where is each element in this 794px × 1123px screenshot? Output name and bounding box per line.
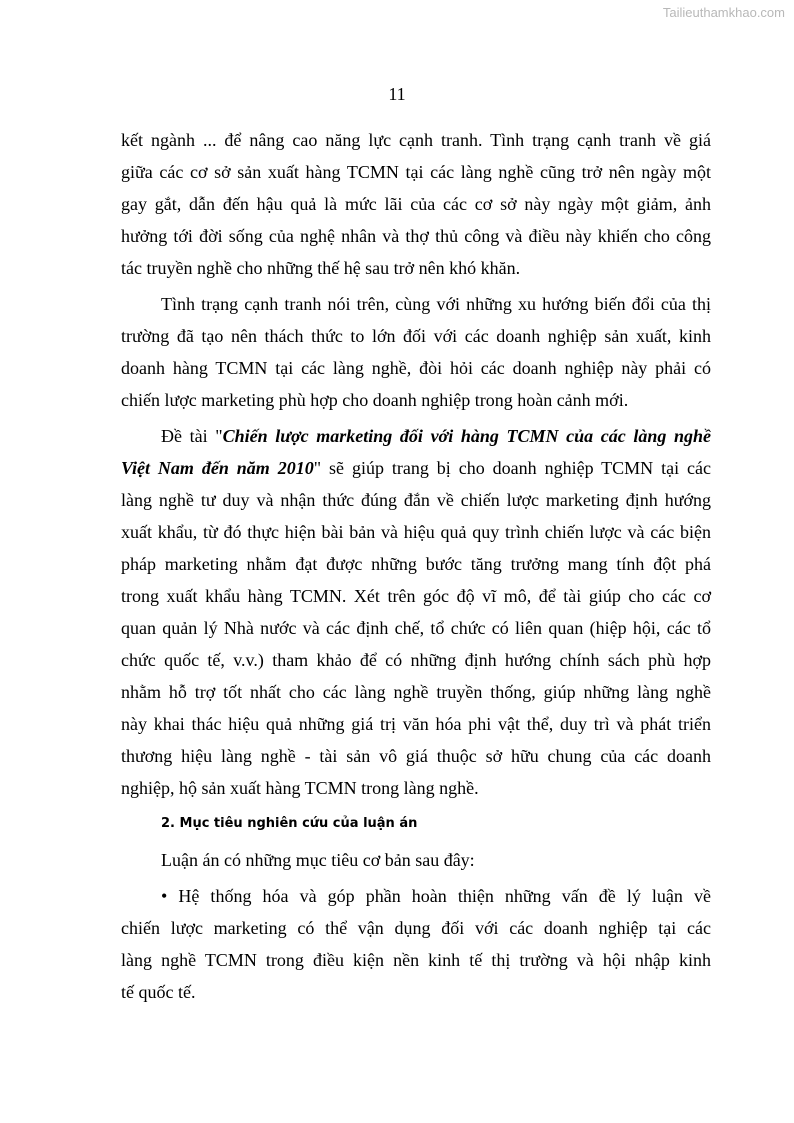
- text-line: giữa các cơ sở sản xuất hàng TCMN tại các làng nghề cũng trở nên ngày một: [121, 162, 711, 182]
- text-line: tế quốc tế.: [121, 982, 196, 1002]
- text-line: chức quốc tế, v.v.) tham khảo để có những định hướng chính sách phù hợp: [121, 650, 711, 670]
- text-line: quan quản lý Nhà nước và các định chế, tổ chức có liên quan (hiệp hội, các tổ: [121, 618, 711, 638]
- text-line: [121, 420, 711, 452]
- text-line: [121, 452, 711, 484]
- text-line: • Hệ thống hóa và góp phần hoàn thiện những vấn đề lý luận về: [161, 886, 711, 906]
- text-run: " sẽ giúp trang bị cho doanh nghiệp TCMN tại các: [313, 458, 712, 478]
- thesis-title: Chiến lược marketing đối với hàng TCMN của các làng nghề: [222, 426, 712, 446]
- paragraph-3: [121, 420, 711, 804]
- watermark: Tailieuthamkhao.com: [662, 5, 785, 20]
- text-run: Đề tài ": [161, 426, 223, 446]
- text-line: xuất khẩu, từ đó thực hiện bài bản và hiệu quả quy trình chiến lược và các biện: [121, 522, 711, 542]
- section-heading: 2. Mục tiêu nghiên cứu của luận án: [161, 816, 418, 831]
- text-line: này khai thác hiệu quả những giá trị văn hóa phi vật thể, duy trì và phát triển: [121, 714, 711, 734]
- text-line: Luận án có những mục tiêu cơ bản sau đây:: [161, 850, 475, 870]
- text-line: thương hiệu làng nghề - tài sản vô giá thuộc sở hữu chung của các doanh: [121, 746, 711, 766]
- text-line: gay gắt, dẫn đến hậu quả là mức lãi của các cơ sở này ngày một giảm, ảnh: [121, 194, 711, 214]
- text-line: trường đã tạo nên thách thức to lớn đối với các doanh nghiệp sản xuất, kinh: [121, 326, 711, 346]
- text-line: trong xuất khẩu hàng TCMN. Xét trên góc độ vĩ mô, để tài giúp cho các cơ: [121, 586, 711, 606]
- text-line: làng nghề tư duy và nhận thức đúng đắn về chiến lược marketing định hướng: [121, 490, 711, 510]
- text-line: kết ngành ... để nâng cao năng lực cạnh tranh. Tình trạng cạnh tranh về giá: [121, 130, 711, 150]
- paragraph-2: [121, 288, 711, 416]
- text-line: chiến lược marketing có thể vận dụng đối với các doanh nghiệp tại các: [121, 918, 711, 938]
- paragraph-1: [121, 124, 711, 284]
- text-line: hưởng tới đời sống của nghệ nhân và thợ thủ công và điều này khiến cho công: [121, 226, 711, 246]
- text-line: tác truyền nghề cho những thế hệ sau trở nên khó khăn.: [121, 258, 521, 278]
- text-line: làng nghề TCMN trong điều kiện nền kinh tế thị trường và hội nhập kinh: [121, 950, 711, 970]
- bullet-item: [121, 880, 711, 1008]
- text-line: chiến lược marketing phù hợp cho doanh nghiệp trong hoàn cảnh mới.: [121, 390, 629, 410]
- text-line: Tình trạng cạnh tranh nói trên, cùng với những xu hướng biến đổi của thị: [161, 294, 711, 314]
- thesis-title: Việt Nam đến năm 2010: [121, 458, 314, 478]
- text-line: pháp marketing nhằm đạt được những bước tăng trưởng mang tính đột phá: [121, 554, 711, 574]
- text-line: nghiệp, hộ sản xuất hàng TCMN trong làng nghề.: [121, 778, 479, 798]
- text-line: doanh hàng TCMN tại các làng nghề, đòi hỏi các doanh nghiệp này phải có: [121, 358, 711, 378]
- intro-paragraph: [121, 844, 711, 876]
- page-number: 11: [388, 84, 406, 104]
- document-body: [121, 124, 711, 1012]
- text-line: nhằm hỗ trợ tốt nhất cho các làng nghề truyền thống, giúp những làng nghề: [121, 682, 711, 702]
